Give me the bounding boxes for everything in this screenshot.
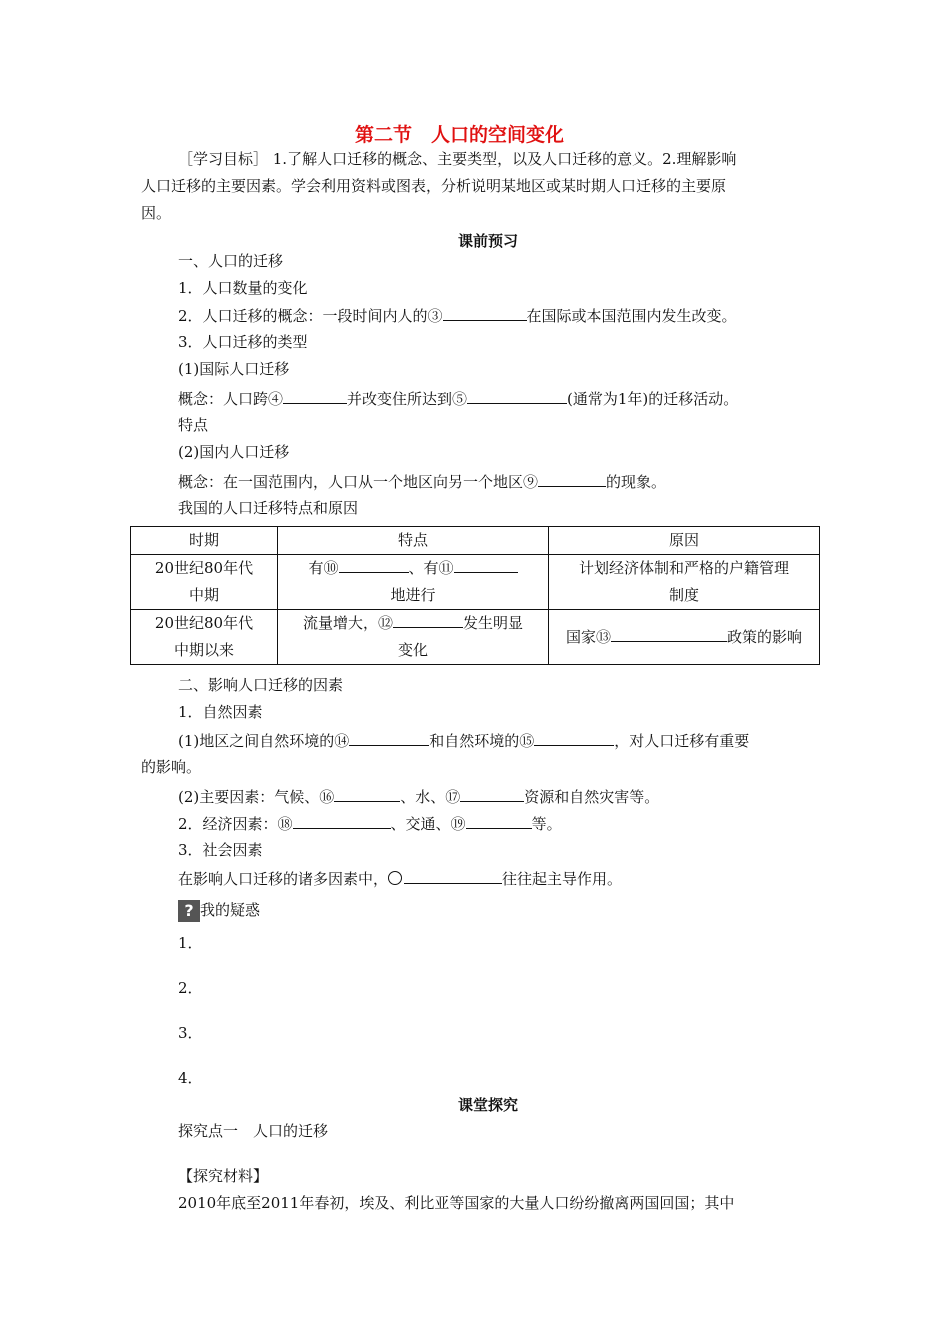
period-text: 中期以来 [173,641,234,659]
list-item: 1．自然因素 [178,703,263,721]
text: 在国际或本国范围内发生改变。 [526,307,737,325]
list-item [178,304,737,327]
class-heading: 课堂探究 [458,1096,519,1114]
subsection: (1)国际人口迁移 [178,360,290,378]
table-title: 我国的人口迁移特点和原因 [178,499,359,517]
answer-blank[interactable] [534,729,614,746]
doubts-label: 我的疑惑 [200,901,261,919]
page-title: 第二节 人口的空间变化 [355,124,565,146]
feature-text [282,555,544,582]
text: (1)地区之间自然环境的⑭ [178,732,350,750]
doubt-item: 1． [178,934,203,952]
question-icon: ? [178,900,200,922]
text: ，对人口迁移有重要 [614,732,750,750]
list-item [178,729,749,752]
text-line: 的影响。 [141,758,202,776]
answer-blank[interactable] [443,304,527,321]
period-text: 20世纪80年代 [154,559,254,577]
table-cell [278,555,549,610]
list-item [178,812,562,835]
explore-point: 探究点一 人口的迁移 [178,1122,329,1140]
text: 2．人口迁移的概念：一段时间内人的③ [178,307,443,325]
text: 、交通、⑲ [390,815,466,833]
doubt-item: 4． [178,1069,203,1087]
reason-text: 计划经济体制和严格的户籍管理 [578,559,789,577]
concept-line [178,470,666,493]
feature-text: 地进行 [390,586,436,604]
list-item [178,785,659,808]
table-header: 特点 [278,527,549,555]
feature-text [282,610,544,637]
reason-text [553,624,815,651]
text: 资源和自然灾害等。 [524,788,660,806]
reason-text: 制度 [668,586,699,604]
text: 往往起主导作用。 [502,870,623,888]
answer-blank[interactable] [467,387,567,404]
text: 等。 [531,815,562,833]
list-item [178,867,622,890]
concept-line [178,387,738,410]
preview-heading: 课前预习 [458,232,519,250]
table-header: 时期 [131,527,278,555]
table-header-row [131,527,820,555]
text: 、水、⑰ [400,788,461,806]
text: 发生明显 [463,614,524,632]
answer-blank[interactable] [404,867,502,884]
goals-line: 因。 [141,204,172,222]
answer-blank[interactable] [339,556,409,573]
text: 2．经济因素：⑱ [178,815,293,833]
section-heading: 二、影响人口迁移的因素 [178,676,344,694]
table-cell [549,610,820,665]
text: 的现象。 [606,473,667,491]
answer-blank[interactable] [466,812,532,829]
answer-blank[interactable] [538,470,606,487]
table-row [131,555,820,610]
doubt-item: 3． [178,1024,203,1042]
text: 政策的影响 [727,627,803,646]
doubts-header [178,899,260,922]
subsection: (2)国内人口迁移 [178,443,290,461]
table-row [131,610,820,665]
goals-line: ［学习目标］ 1.了解人口迁移的概念、主要类型，以及人口迁移的意义。2.理解影响 [178,150,737,168]
text: (2)主要因素：气候、⑯ [178,788,335,806]
text: 并改变住所达到⑤ [347,390,468,408]
table-cell [131,555,278,610]
answer-blank[interactable] [283,387,347,404]
answer-blank[interactable] [393,611,463,628]
material-text: 2010年底至2011年春初，埃及、利比亚等国家的大量人口纷纷撤离两国回国；其中 [178,1194,735,1212]
text: 概念：人口跨④ [178,390,284,408]
table-cell [278,610,549,665]
text: 在影响人口迁移的诸多因素中， [178,870,389,888]
answer-blank[interactable] [611,625,727,642]
list-item: 1．人口数量的变化 [178,279,308,297]
answer-blank[interactable] [349,729,429,746]
section-heading: 一、人口的迁移 [178,252,284,270]
answer-blank[interactable] [293,812,391,829]
period-text: 20世纪80年代 [154,614,254,632]
material-label: 【探究材料】 [178,1167,269,1185]
text: 有⑩ [308,559,339,577]
text: 流量增大，⑫ [302,614,393,632]
table-cell [131,610,278,665]
doubt-item: 2． [178,979,203,997]
answer-blank[interactable] [454,556,518,573]
text: 国家⑬ [565,627,611,646]
text: 和自然环境的⑮ [429,732,535,750]
features-label: 特点 [178,416,209,434]
text: 、有⑪ [408,559,454,577]
circle-marker-icon [388,871,402,885]
answer-blank[interactable] [334,785,400,802]
table-cell [549,555,820,610]
migration-table [130,526,820,665]
text: (通常为1年)的迁移活动。 [567,390,739,408]
period-text: 中期 [188,586,219,604]
answer-blank[interactable] [460,785,524,802]
text: 概念：在一国范围内，人口从一个地区向另一个地区⑨ [178,473,539,491]
feature-text: 变化 [397,641,428,659]
goals-line: 人口迁移的主要因素。学会利用资料或图表，分析说明某地区或某时期人口迁移的主要原 [141,177,727,195]
list-item: 3．社会因素 [178,841,263,859]
table-header: 原因 [549,527,820,555]
list-item: 3．人口迁移的类型 [178,333,308,351]
